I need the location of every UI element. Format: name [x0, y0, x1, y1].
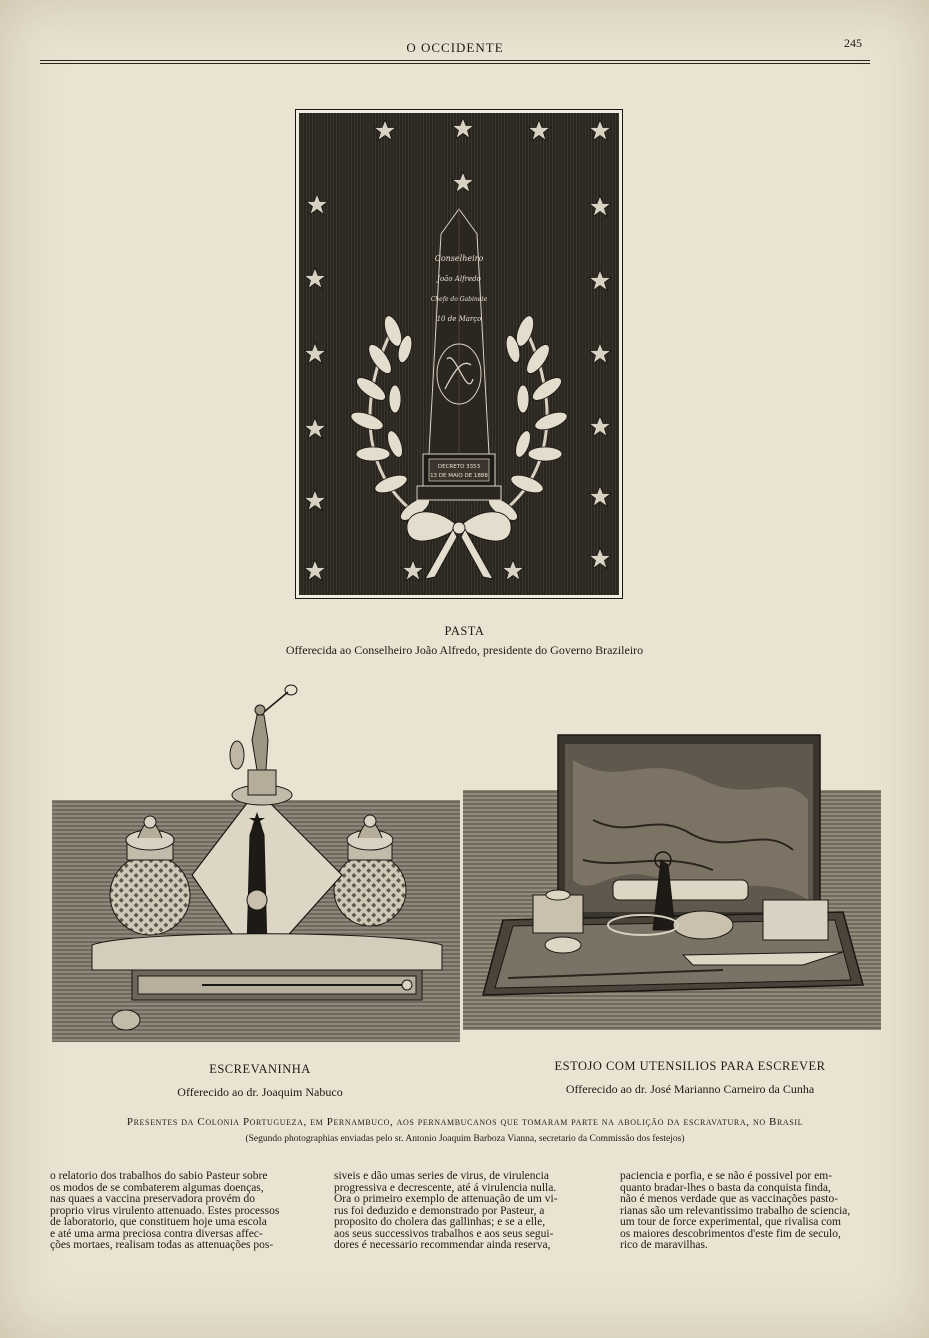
- figure1-title: PASTA: [444, 624, 485, 638]
- credits-note: (Segundo photographias enviadas pelo sr. Antonio Joaquim Barboza Vianna, secretario da Commissão dos festejos): [245, 1134, 685, 1144]
- column3-line: rianas são um relevantissimo trabalho de sciencia,: [620, 1204, 851, 1217]
- text-column-3: [620, 1171, 888, 1252]
- column1-line: e até uma arma preciosa contra diversas affec-: [50, 1227, 263, 1240]
- plaque-line1: Conselheiro: [434, 254, 484, 263]
- column2-line: rus foi deduzido e demonstrado por Pasteur, a: [334, 1204, 545, 1217]
- column3-line: paciencia e porfia, e se não é possivel por em-: [620, 1170, 833, 1182]
- figure2-title: ESCREVANINHA: [209, 1062, 311, 1076]
- column1-line: nas quaes a vaccina preservadora provém do: [50, 1193, 255, 1205]
- credits: [40, 1116, 890, 1144]
- column2-line: Ora o primeiro exemplo de attenuação de um vi-: [334, 1193, 558, 1205]
- figure3-subtitle: Offerecido ao dr. José Marianno Carneiro da Cunha: [565, 1082, 815, 1096]
- figure1-subtitle: Offerecida ao Conselheiro João Alfredo, presidente do Governo Brazileiro: [285, 643, 644, 657]
- escrevaninha-engraving: [52, 680, 460, 1042]
- plaque-line2: João Alfredo: [437, 275, 481, 283]
- column1-line: de laboratorio, que constituem hoje uma escola: [50, 1216, 267, 1228]
- column2-line: aos seus successivos trabalhos e aos seus segui-: [334, 1227, 554, 1240]
- text-column-2: [334, 1171, 604, 1252]
- column2-line: dores é necessario recommendar ainda reserva,: [334, 1239, 551, 1251]
- journal-title: O OCCIDENTE: [406, 40, 504, 55]
- estojo-engraving: [463, 730, 881, 1030]
- header-rule-lower: [40, 63, 870, 64]
- column2-line: progressiva e decrescente, até á virulencia nulla.: [334, 1181, 557, 1194]
- figure1-caption: [200, 624, 729, 658]
- figure2-caption: [90, 1062, 430, 1100]
- column1-line: os modos de se combaterem algumas doenças,: [50, 1181, 264, 1194]
- column3-line: um tour de force experimental, que rivalisa com: [620, 1216, 841, 1228]
- header-rule: [40, 60, 870, 61]
- column2-line: proposito do cholera das gallinhas; e se a elle,: [334, 1216, 546, 1228]
- figure2-subtitle: Offerecido ao dr. Joaquim Nabuco: [177, 1085, 343, 1099]
- column3-line: os maiores descobrimentos d'este fim de seculo,: [620, 1227, 841, 1240]
- statue: [230, 685, 297, 805]
- column1-line: ções mortaes, realisam todas as attenuações pos-: [50, 1239, 274, 1251]
- text-column-1: [50, 1171, 317, 1252]
- figure3-title: ESTOJO COM UTENSILIOS PARA ESCREVER: [554, 1059, 826, 1073]
- credits-main: Presentes da Colonia Portugueza, em Pernambuco, aos pernambucanos que tomaram parte na abolição da escravatura, no Brasil: [126, 1116, 804, 1128]
- plaque-line3: Chefe do Gabinete: [430, 296, 488, 303]
- column1-line: proprio virus virulento attenuado. Estes processos: [50, 1204, 280, 1217]
- plaque-date: 13 DE MAIO DE 1888: [430, 473, 488, 479]
- column3-line: quanto bradar-lhes o basta da conquista finda,: [620, 1181, 831, 1194]
- plaque-line4: 10 de Março: [436, 315, 482, 323]
- page-header: [40, 36, 870, 70]
- column3-line: rico de maravilhas.: [620, 1239, 708, 1251]
- column2-line: siveis e dão umas series de virus, de virulencia: [334, 1170, 549, 1182]
- figure3-caption: [520, 1059, 860, 1097]
- column1-line: o relatorio dos trabalhos do sabio Pasteur sobre: [50, 1170, 268, 1182]
- pasta-engraving: [295, 109, 623, 599]
- page-number: 245: [844, 36, 862, 50]
- plaque-decree: DECRETO 3353: [437, 464, 481, 470]
- column3-line: não é menos verdade que as vaccinações pasto-: [620, 1193, 839, 1205]
